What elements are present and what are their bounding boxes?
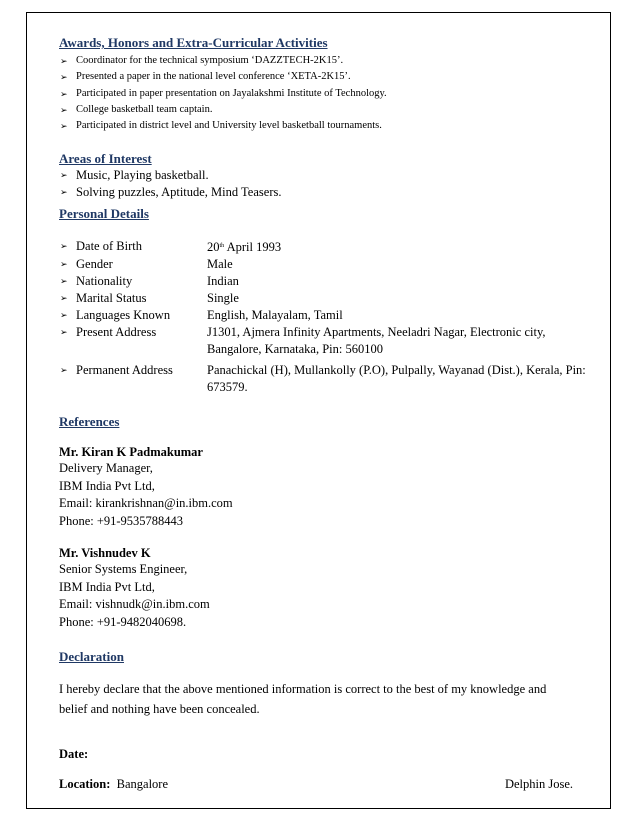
arrow-bullet-icon: ➢: [60, 241, 68, 252]
present-address-label: Present Address: [76, 325, 157, 340]
location-label: Location:: [59, 777, 111, 792]
permanent-address-label: Permanent Address: [76, 363, 173, 378]
arrow-bullet-icon: ➢: [60, 121, 68, 132]
arrow-bullet-icon: ➢: [60, 56, 68, 66]
ref1-name: Mr. Kiran K Padmakumar: [59, 445, 203, 460]
ref2-title: Senior Systems Engineer,: [59, 562, 188, 577]
ref1-email: Email: kirankrishnan@in.ibm.com: [59, 496, 233, 511]
arrow-bullet-icon: ➢: [60, 293, 68, 304]
personal-heading: Personal Details: [59, 206, 149, 222]
reference-1: [59, 444, 589, 530]
list-item: ➢ Coordinator for the technical symposium ‘DAZZTECH-2K15’.: [59, 53, 589, 69]
date-line: [59, 746, 589, 762]
reference-2: [59, 545, 589, 631]
personal-details: [59, 238, 589, 396]
gender-label: Gender: [76, 257, 113, 272]
interests-heading: Areas of Interest: [59, 151, 152, 167]
languages-value: English, Malayalam, Tamil: [207, 308, 343, 323]
pd-row-dob: [59, 238, 589, 256]
present-address-value: J1301, Ajmera Infinity Apartments, Neeladri Nagar, Electronic city, Bangalore, Karnataka, Pin: 560100: [207, 325, 546, 357]
arrow-bullet-icon: ➢: [60, 104, 68, 115]
list-item: ➢ Participated in paper presentation on Jayalakshmi Institute of Technology.: [59, 86, 589, 102]
ref2-company: IBM India Pvt Ltd,: [59, 579, 155, 594]
list-item: ➢ Presented a paper in the national level conference ‘XETA-2K15’.: [59, 69, 589, 85]
signature-name: Delphin Jose.: [504, 777, 573, 792]
awards-heading: Awards, Honors and Extra-Curricular Activities: [59, 35, 328, 50]
declaration-text: I hereby declare that the above mentioned information is correct to the best of my knowledge and belief and nothing have been concealed.: [59, 682, 547, 717]
location-line: [59, 776, 573, 792]
pd-row-marital: [59, 290, 589, 307]
arrow-bullet-icon: ➢: [60, 310, 68, 321]
declaration-heading: Declaration: [59, 649, 124, 665]
arrow-bullet-icon: ➢: [60, 72, 68, 83]
nationality-label: Nationality: [76, 274, 133, 289]
marital-value: Single: [207, 291, 239, 306]
references-heading: References: [59, 414, 120, 430]
pd-row-nationality: [59, 273, 589, 290]
arrow-bullet-icon: ➢: [60, 276, 68, 287]
dob-label: Date of Birth: [76, 239, 142, 254]
dob-value: 20th April 1993: [207, 240, 282, 255]
list-item: ➢ Participated in district level and University level basketball tournaments.: [59, 118, 589, 134]
resume-content: [59, 35, 589, 792]
location-value: Bangalore: [116, 777, 169, 792]
ref1-phone: Phone: +91-9535788443: [59, 513, 184, 528]
awards-list: [59, 53, 589, 134]
ref2-email: Email: vishnudk@in.ibm.com: [59, 597, 210, 612]
arrow-bullet-icon: ➢: [60, 365, 68, 376]
pd-row-permanent-address: [59, 362, 589, 396]
arrow-bullet-icon: ➢: [60, 259, 68, 270]
arrow-bullet-icon: ➢: [60, 88, 68, 99]
marital-label: Marital Status: [76, 291, 147, 306]
ref2-name: Mr. Vishnudev K: [59, 546, 151, 561]
arrow-bullet-icon: ➢: [60, 170, 68, 181]
arrow-bullet-icon: ➢: [60, 327, 68, 338]
location-block: [59, 776, 168, 792]
languages-label: Languages Known: [76, 308, 171, 323]
ref2-phone: Phone: +91-9482040698.: [59, 614, 187, 629]
pd-row-languages: [59, 307, 589, 324]
list-item: ➢ Solving puzzles, Aptitude, Mind Teasers.: [60, 185, 282, 200]
nationality-value: Indian: [207, 274, 239, 289]
permanent-address-value: Panachickal (H), Mullankolly (P.O), Pulpally, Wayanad (Dist.), Kerala, Pin: 673579.: [207, 363, 586, 395]
pd-row-gender: [59, 256, 589, 273]
list-item: ➢ College basketball team captain.: [59, 102, 589, 118]
arrow-bullet-icon: ➢: [60, 187, 68, 198]
list-item: ➢ Music, Playing basketball.: [60, 168, 209, 183]
gender-value: Male: [207, 257, 233, 272]
ref1-title: Delivery Manager,: [59, 461, 153, 476]
ref1-company: IBM India Pvt Ltd,: [59, 478, 155, 493]
date-label: Date:: [59, 747, 89, 762]
interests-list: [59, 167, 589, 201]
pd-row-present-address: [59, 324, 589, 358]
